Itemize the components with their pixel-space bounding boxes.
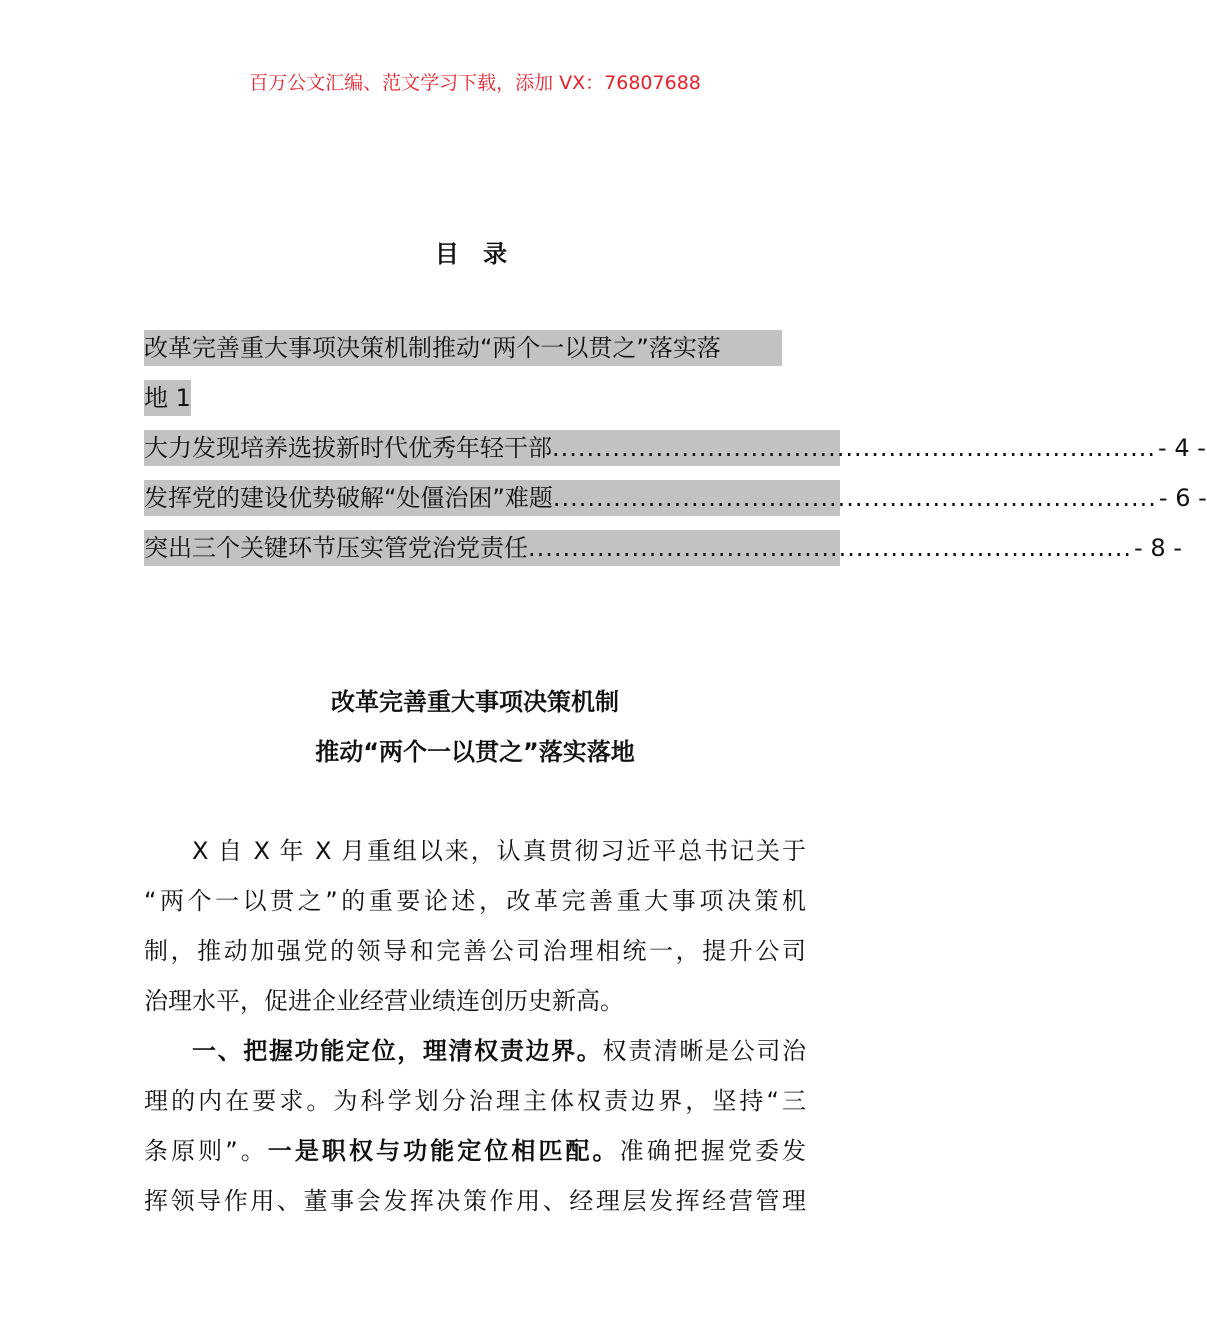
body-text: 权责清晰是公司治 [602, 1037, 807, 1065]
body-line: 治理水平，促进企业经营业绩连创历史新高。 [144, 987, 624, 1015]
toc-item-title: 地 1 [144, 384, 191, 412]
toc-item-1-cont[interactable] [144, 380, 191, 416]
watermark-header: 百万公文汇编、范文学习下载，添加 VX：76807688 [249, 72, 701, 94]
body-line: 理的内在要求。为科学划分治理主体权责边界，坚持“三 [144, 1087, 806, 1115]
toc-leader-dots: ...................................................................... [552, 484, 1157, 512]
toc-title: 目 录 [434, 240, 516, 268]
body-line: “两个一以贯之”的重要论述，改革完善重大事项决策机 [144, 887, 806, 915]
toc-item-1[interactable] [144, 330, 782, 366]
toc-page-number: - 8 - [1134, 534, 1182, 562]
point-heading: 一是职权与功能定位相匹配。 [267, 1137, 620, 1165]
body-text: 准确把握党委发 [619, 1137, 807, 1165]
toc-page-number: - 6 - [1158, 484, 1207, 512]
toc-item-title: 发挥党的建设优势破解“处僵治困”难题 [144, 484, 553, 512]
article-body [144, 826, 806, 1226]
toc-item-2[interactable] [144, 430, 1206, 466]
toc-leader-dots: ...................................................................... [552, 434, 1157, 462]
toc-item-title: 改革完善重大事项决策机制推动“两个一以贯之”落实落 [144, 334, 721, 362]
body-line [144, 1026, 806, 1076]
toc-item-title: 突出三个关键环节压实管党治党责任 [144, 534, 528, 562]
toc-leader-dots: ...................................................................... [528, 534, 1133, 562]
toc-page-number: - 4 - [1158, 434, 1206, 462]
toc-item-title: 大力发现培养选拔新时代优秀年轻干部 [144, 434, 552, 462]
section-heading: 一、把握功能定位，理清权责边界。 [192, 1037, 603, 1065]
toc-item-3[interactable] [144, 480, 1207, 516]
article-title-line2: 推动“两个一以贯之”落实落地 [315, 738, 635, 766]
body-line [144, 1126, 806, 1176]
body-line: 制，推动加强党的领导和完善公司治理相统一，提升公司 [144, 937, 806, 965]
toc-item-4[interactable] [144, 530, 1182, 566]
body-line: X 自 X 年 X 月重组以来，认真贯彻习近平总书记关于 [192, 837, 806, 865]
body-text: 条原则”。 [144, 1137, 268, 1165]
body-line: 挥领导作用、董事会发挥决策作用、经理层发挥经营管理 [144, 1187, 806, 1215]
article-title-line1: 改革完善重大事项决策机制 [331, 688, 619, 716]
